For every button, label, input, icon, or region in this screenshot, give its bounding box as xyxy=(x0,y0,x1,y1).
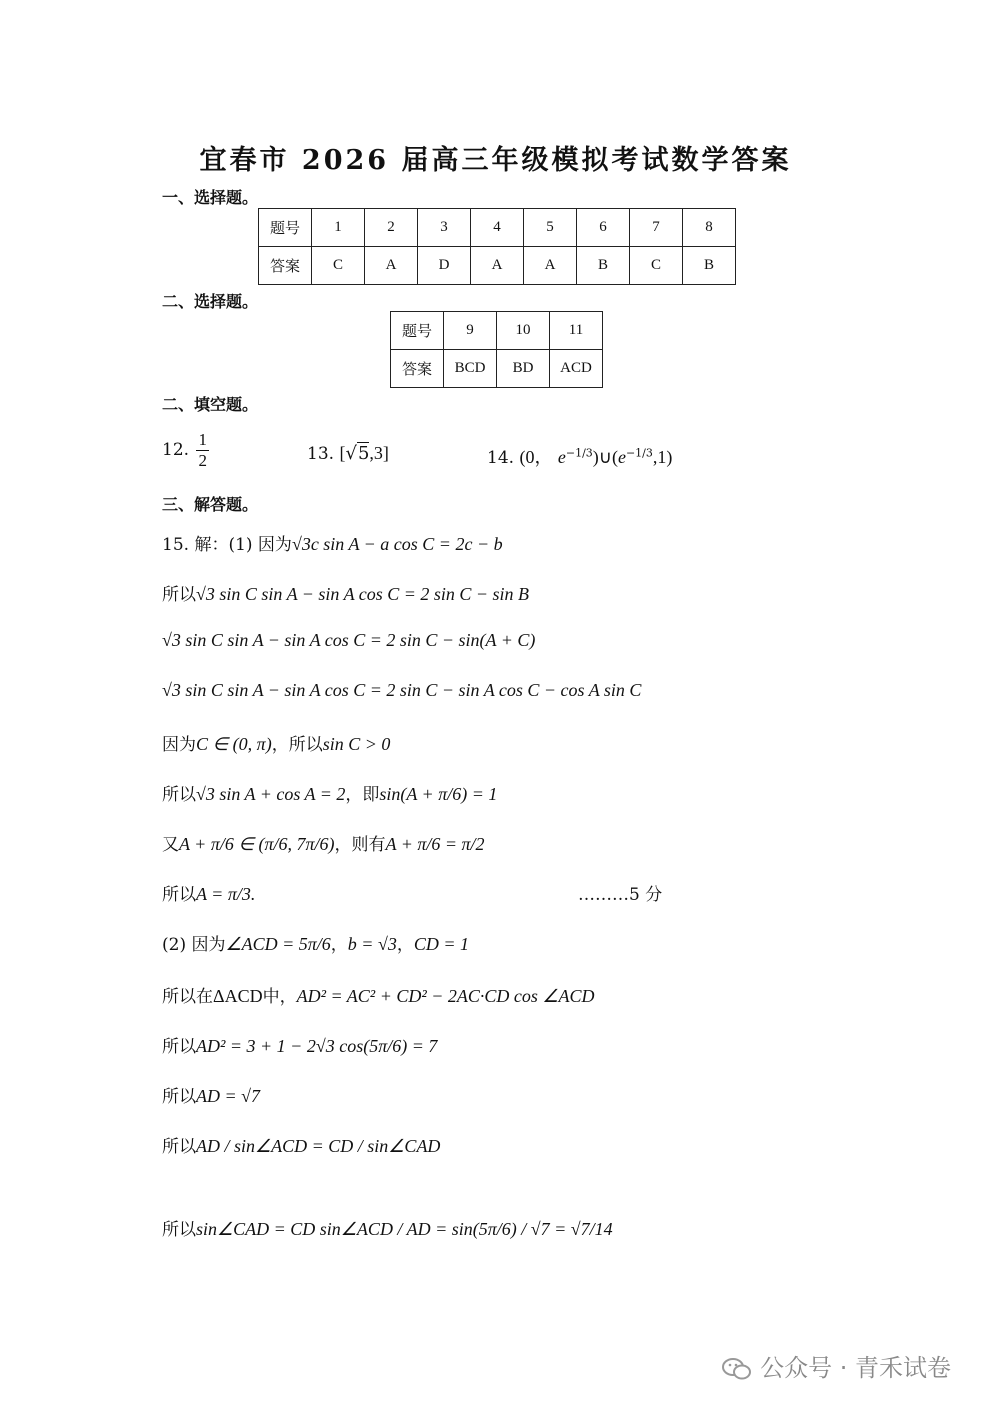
table-cell: 2 xyxy=(365,209,418,247)
text: 所以在 xyxy=(162,987,213,1007)
fraction xyxy=(196,430,209,471)
text: 所以 xyxy=(162,1220,196,1240)
solution-line xyxy=(162,630,535,651)
radicand: 5 xyxy=(357,443,370,464)
table-cell: 4 xyxy=(471,209,524,247)
denominator: 2 xyxy=(198,451,207,470)
equation: b = √3 xyxy=(347,934,397,954)
table-cell: C xyxy=(312,247,365,285)
equation: A + π/6 ∈ (π/6, 7π/6) xyxy=(179,834,335,854)
equation: √3 sin C sin A − sin A cos C = 2 sin C − sin(A + C) xyxy=(162,630,536,650)
equation: ∠ACD = 5π/6 xyxy=(225,934,331,954)
equation: sin(A + π/6) = 1 xyxy=(379,784,498,804)
section-heading: 二、选择题。 xyxy=(162,292,259,311)
table-cell: 8 xyxy=(683,209,736,247)
e-symbol: e xyxy=(617,447,626,467)
text: 中， xyxy=(262,987,297,1007)
equation: sin∠CAD = CD sin∠ACD / AD = sin(5π/6) / √7 = √7/14 xyxy=(196,1219,613,1239)
table-cell: 6 xyxy=(577,209,630,247)
solution-line xyxy=(162,680,641,701)
table-cell: 7 xyxy=(630,209,683,247)
solution-line xyxy=(162,1082,260,1107)
table-cell: 5 xyxy=(524,209,577,247)
table-row-label: 答案 xyxy=(259,247,312,285)
section-heading: 二、填空题。 xyxy=(162,395,259,414)
equation: C ∈ (0, π) xyxy=(196,734,272,754)
table-cell: 10 xyxy=(497,312,550,350)
score-note: ………5 分 xyxy=(578,885,663,905)
fill-answer-13 xyxy=(307,443,389,464)
table-cell: A xyxy=(524,247,577,285)
page-title: 宜春市 2026 届高三年级模拟考试数学答案 xyxy=(199,145,792,176)
text: 因为 xyxy=(162,735,196,755)
table-cell: B xyxy=(683,247,736,285)
e-symbol: e xyxy=(557,447,566,467)
wechat-icon xyxy=(722,1357,752,1381)
text: 所以 xyxy=(162,785,196,805)
table-cell: A xyxy=(471,247,524,285)
fill-answer-14 xyxy=(487,443,672,469)
text: ，则有 xyxy=(334,835,386,855)
section-heading: 一、选择题。 xyxy=(162,188,259,207)
text: 所以 xyxy=(162,1087,196,1107)
text: 15. 解：(1) 因为 xyxy=(162,535,292,555)
table-cell: C xyxy=(630,247,683,285)
sqrt: √5 xyxy=(345,443,370,464)
equation: AD / sin∠ACD = CD / sin∠CAD xyxy=(196,1136,441,1156)
equation: A + π/6 = π/2 xyxy=(385,834,485,854)
solution-line xyxy=(162,830,485,855)
equation: sin C > 0 xyxy=(322,734,391,754)
equation: AD² = 3 + 1 − 2√3 cos(5π/6) = 7 xyxy=(196,1036,438,1056)
equation: ΔACD xyxy=(213,986,263,1006)
table-row-label: 题号 xyxy=(259,209,312,247)
text: 所以 xyxy=(162,1037,196,1057)
bracket: ,3] xyxy=(369,443,389,463)
interval-part: ,1) xyxy=(652,447,673,467)
question-number: 14. xyxy=(487,448,515,468)
equation: AD = √7 xyxy=(196,1086,261,1106)
text: 所以 xyxy=(162,885,196,905)
equation: √3 sin C sin A − sin A cos C = 2 sin C − sin B xyxy=(196,584,530,604)
exponent: −1/3 xyxy=(625,446,653,460)
solution-line xyxy=(162,780,497,805)
solution-line xyxy=(162,880,255,905)
table-cell: D xyxy=(418,247,471,285)
solution-line xyxy=(162,580,529,605)
numerator: 1 xyxy=(198,430,207,449)
answer-table-1 xyxy=(258,208,736,285)
question-number: 12. xyxy=(162,440,190,460)
text: 所以 xyxy=(162,585,196,605)
text: 所以 xyxy=(162,1137,196,1157)
bracket: [ xyxy=(339,443,346,463)
table-row-label: 题号 xyxy=(391,312,444,350)
table-cell: B xyxy=(577,247,630,285)
table-cell: 3 xyxy=(418,209,471,247)
solution-line: (2) 因为∠ACD = 5π/6，b = √3，CD = 1 xyxy=(162,934,469,955)
interval-part: (0， xyxy=(519,447,553,467)
solution-line xyxy=(162,982,595,1007)
equation: √3 sin A + cos A = 2 xyxy=(196,784,346,804)
section-heading: 三、解答题。 xyxy=(162,495,259,514)
table-cell: 1 xyxy=(312,209,365,247)
table-cell: BCD xyxy=(444,350,497,388)
solution-line xyxy=(162,730,390,755)
text: 又 xyxy=(162,835,179,855)
table-cell: A xyxy=(365,247,418,285)
watermark xyxy=(722,1348,951,1383)
solution-line xyxy=(162,530,503,555)
answer-table-2 xyxy=(390,311,603,388)
watermark-text: 公众号 · 青禾试卷 xyxy=(760,1354,951,1382)
text: ，所以 xyxy=(271,735,323,755)
exponent: −1/3 xyxy=(565,446,593,460)
solution-line xyxy=(162,1215,613,1240)
fill-answer-12 xyxy=(162,430,211,471)
equation: √3c sin A − a cos C = 2c − b xyxy=(291,534,503,554)
solution-line xyxy=(162,1032,437,1057)
table-cell: 9 xyxy=(444,312,497,350)
solution-line xyxy=(162,1132,440,1157)
equation: CD = 1 xyxy=(413,934,469,954)
equation: √3 sin C sin A − sin A cos C = 2 sin C − sin A cos C − cos A sin C xyxy=(162,680,642,700)
table-cell: ACD xyxy=(550,350,603,388)
text: (2) 因为 xyxy=(162,935,226,955)
table-row-label: 答案 xyxy=(391,350,444,388)
table-cell: 11 xyxy=(550,312,603,350)
equation: A = π/3. xyxy=(196,884,256,904)
equation: AD² = AC² + CD² − 2AC·CD cos ∠ACD xyxy=(296,986,595,1006)
text: ，即 xyxy=(345,785,380,805)
interval-part: )∪( xyxy=(592,447,618,467)
table-cell: BD xyxy=(497,350,550,388)
question-number: 13. xyxy=(307,444,335,464)
